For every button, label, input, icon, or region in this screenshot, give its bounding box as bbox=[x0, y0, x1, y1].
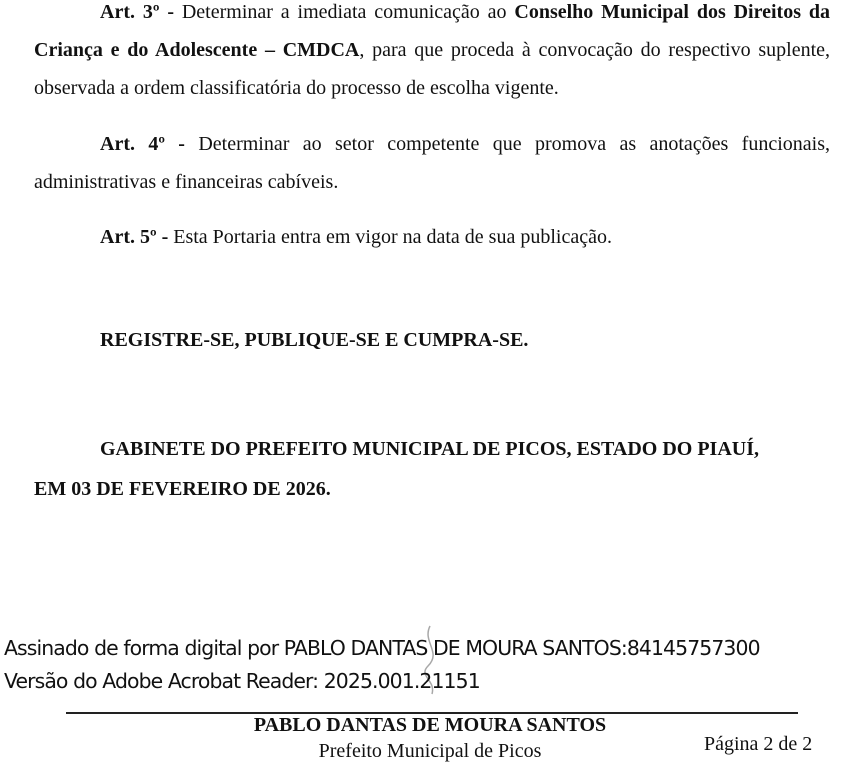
article-4 bbox=[34, 125, 830, 201]
article-5-label: Art. 5º - bbox=[100, 226, 169, 248]
digital-signature-line-1: Assinado de forma digital por PABLO DANTAS DE MOURA SANTOS:84145757300 bbox=[4, 636, 760, 660]
article-3-text-b: , para que proceda à convocação do respectivo suplente, observada a ordem classificatória do processo de escolha vigente. bbox=[34, 39, 831, 99]
signer-name: PABLO DANTAS DE MOURA SANTOS bbox=[253, 714, 607, 736]
closing-statement: REGISTRE-SE, PUBLIQUE-SE E CUMPRA-SE. bbox=[100, 329, 529, 351]
page-number: Página 2 de 2 bbox=[704, 733, 813, 755]
article-3-text-a: Determinar a imediata comunicação ao bbox=[173, 1, 515, 23]
article-3-organization: Conselho Municipal dos Direitos da Criança e do Adolescente – CMDCA bbox=[34, 1, 830, 61]
article-3-label: Art. 3º - bbox=[100, 1, 174, 23]
article-5-text: Esta Portaria entra em vigor na data de sua publicação. bbox=[168, 226, 612, 248]
article-3 bbox=[34, 0, 830, 107]
article-5 bbox=[34, 218, 830, 256]
article-4-label: Art. 4º - bbox=[100, 133, 185, 155]
gabinete-block bbox=[34, 429, 830, 509]
signer-role: Prefeito Municipal de Picos bbox=[318, 740, 542, 762]
article-4-text: Determinar ao setor competente que promova as anotações funcionais, administrativas e financeiras cabíveis. bbox=[34, 133, 830, 193]
digital-signature-line-2: Versão do Adobe Acrobat Reader: 2025.001.21151 bbox=[4, 669, 480, 693]
gabinete-line-1: GABINETE DO PREFEITO MUNICIPAL DE PICOS, ESTADO DO PIAUÍ, bbox=[100, 438, 759, 460]
gabinete-line-2: EM 03 DE FEVEREIRO DE 2026. bbox=[34, 478, 331, 500]
